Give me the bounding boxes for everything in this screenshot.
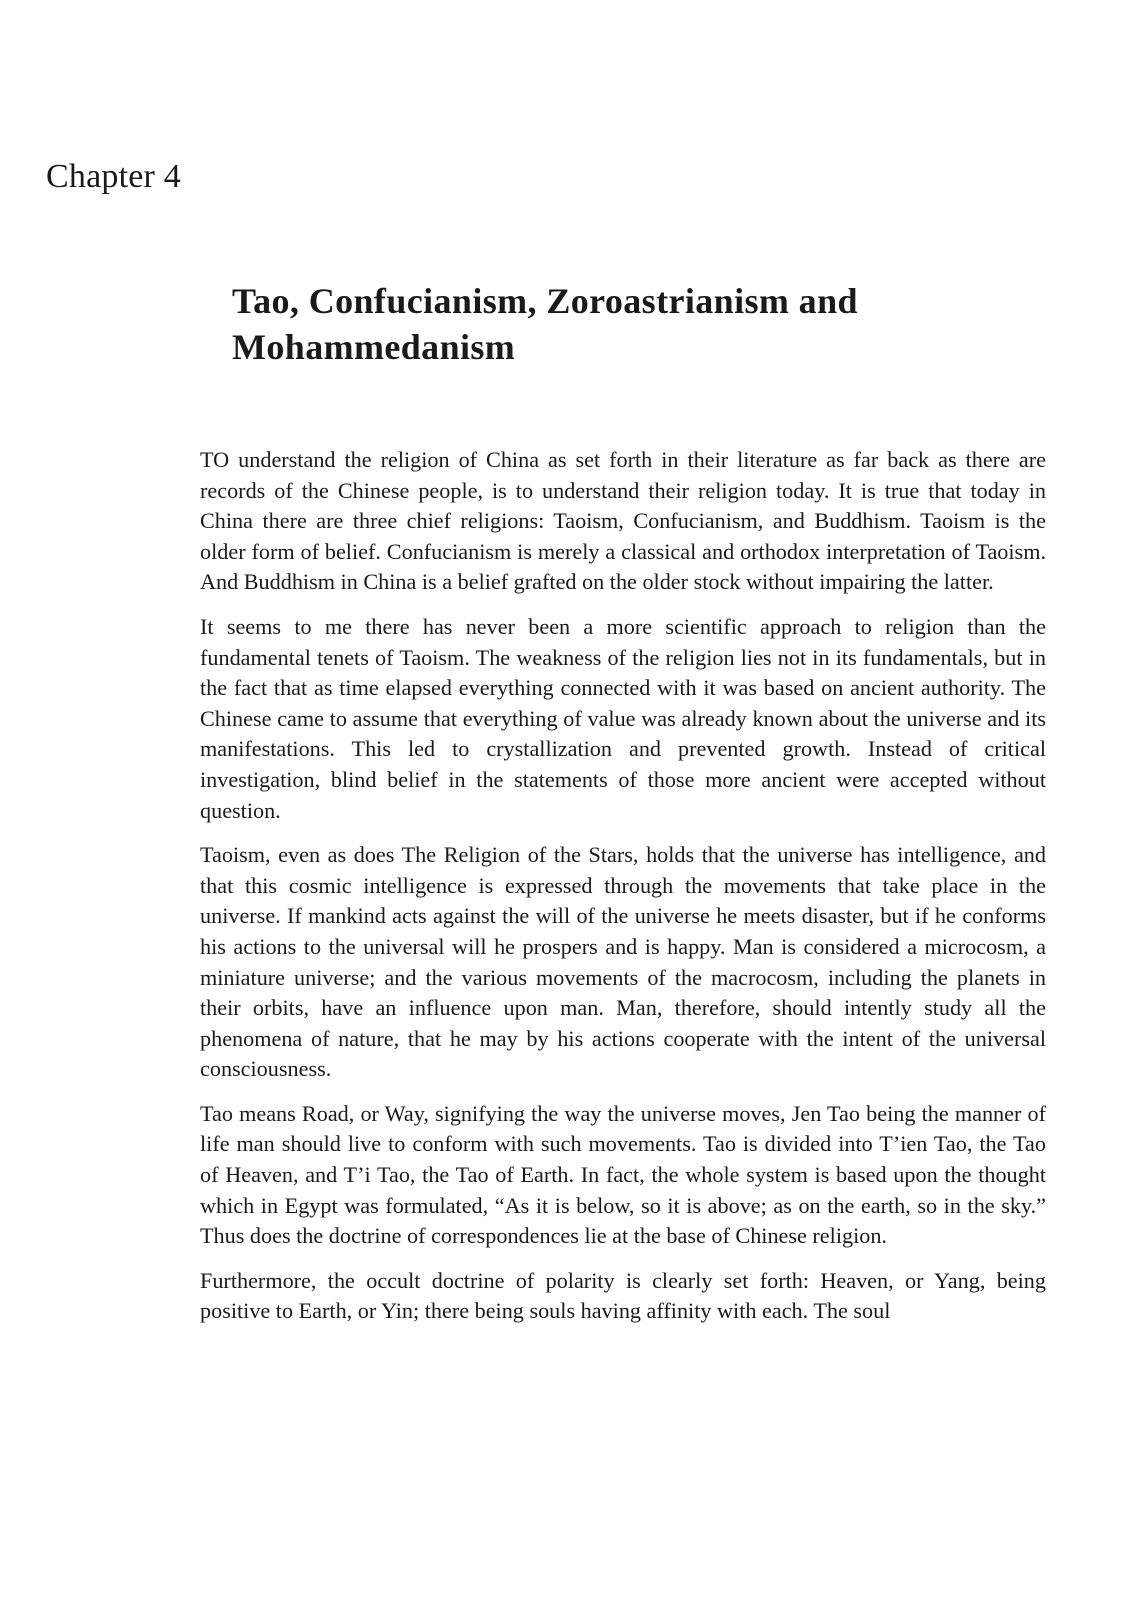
chapter-label: Chapter 4: [46, 158, 181, 195]
chapter-body: [200, 445, 1046, 1341]
paragraph-4: Tao means Road, or Way, signifying the way the universe moves, Jen Tao being the manner of life man should live to conform with such movements. Tao is divided into T’ien Tao, the Tao of Heaven, and T’i Tao, the Tao of Earth. In fact, the whole system is based upon the thought which in Egypt was formulated, “As it is below, so it is above; as on the earth, so in the sky.” Thus does the doctrine of correspondences lie at the base of Chinese religion.: [200, 1100, 1046, 1249]
paragraph-1: TO understand the religion of China as set forth in their literature as far back as there are records of the Chinese people, is to understand their religion today. It is true that today in China there are three chief religions: Taoism, Confucianism, and Buddhism. Taoism is the older form of belief. Confucianism is merely a classical and orthodox interpretation of Taoism. And Buddhism in China is a belief grafted on the older stock without impairing the latter.: [200, 447, 1046, 595]
paragraph-5: Furthermore, the occult doctrine of polarity is clearly set forth: Heaven, or Yang, being positive to Earth, or Yin; there being souls having affinity with each. The soul: [200, 1267, 1046, 1324]
paragraph-3: Taoism, even as does The Religion of the Stars, holds that the universe has intelligence, and that this cosmic intelligence is expressed through the movements that take place in the universe. If mankind acts against the will of the universe he meets disaster, but if he conforms his actions to the universal will he prospers and is happy. Man is considered a microcosm, a miniature universe; and the various movements of the macrocosm, including the planets in their orbits, have an influence upon man. Man, therefore, should intently study all the phenomena of nature, that he may by his actions cooperate with the intent of the universal consciousness.: [200, 842, 1046, 1082]
paragraph-2: It seems to me there has never been a more scientific approach to religion than the fundamental tenets of Taoism. The weakness of the religion lies not in its fundamentals, but in the fact that as time elapsed everything connected with it was based on ancient authority. The Chinese came to assume that everything of value was already known about the universe and its manifestations. This led to crystallization and prevented growth. Instead of critical investigation, blind belief in the statements of those more ancient were accepted without question.: [200, 613, 1046, 823]
chapter-title: Tao, Confucianism, Zoroastrianism and Mohammedanism: [232, 281, 858, 367]
